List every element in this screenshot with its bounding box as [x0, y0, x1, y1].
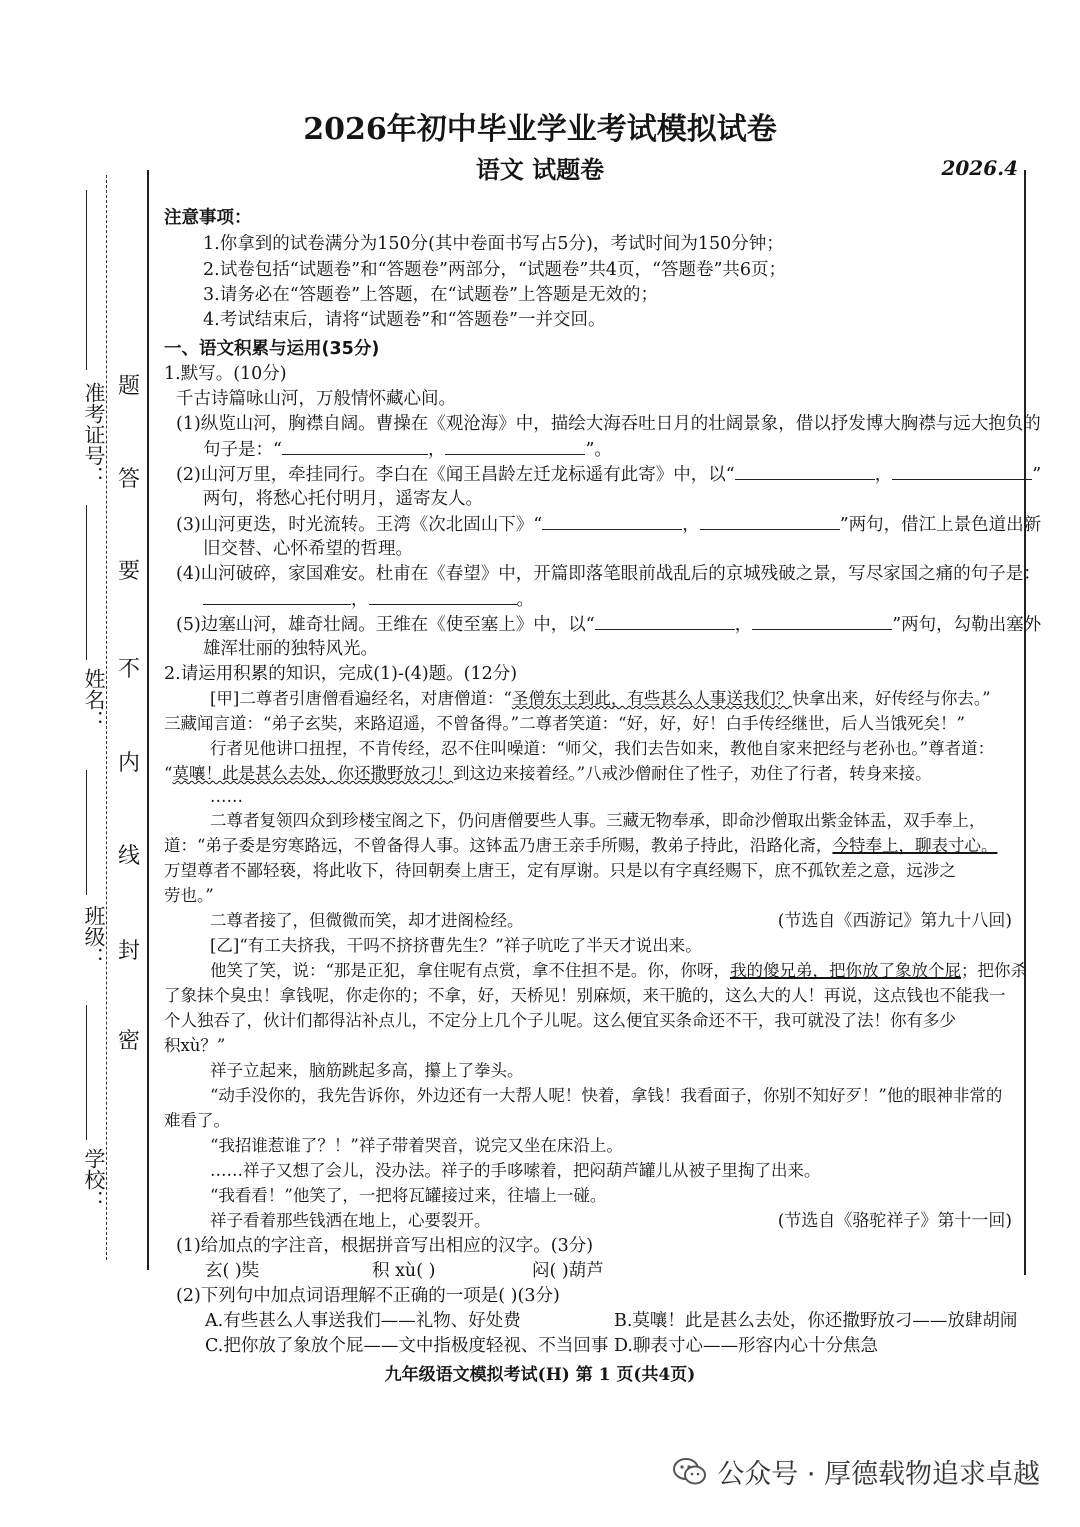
passage-ellipsis: ……: [210, 787, 243, 806]
watermark-text: 公众号 · 厚德载物追求卓越: [717, 1459, 1040, 1490]
notice-item: 4.考试结束后，请将“试题卷”和“答题卷”一并交回。: [203, 310, 606, 330]
text: ，: [351, 590, 369, 610]
notice-item: 2.试卷包括“试题卷”和“答题卷”两部分，“试题卷”共4页，“答题卷”共6页；: [203, 260, 787, 280]
seal-char: 答: [117, 467, 140, 492]
answer-blank[interactable]: [735, 461, 875, 480]
section-heading: 一、语文积累与运用(35分): [164, 339, 380, 359]
answer-blank[interactable]: [752, 611, 892, 630]
answer-blank[interactable]: [445, 436, 585, 455]
text: 到这边来接着经。”八戒沙僧耐住了性子，劝住了行者，转身来接。: [452, 764, 932, 783]
text: “: [164, 764, 173, 783]
answer-blank[interactable]: [595, 611, 735, 630]
passage-yi-line: 祥子看着那些钱洒在地上，心要裂开。: [210, 1211, 491, 1230]
text: ”两句，勾勒出塞外: [892, 615, 1042, 635]
pinyin-item[interactable]: 玄( )奘: [205, 1261, 260, 1281]
binding-line-inner: [147, 170, 149, 1270]
question-2-stem: 2.请运用积累的知识，完成(1)-(4)题。(12分): [164, 664, 518, 684]
text: 道：“弟子委是穷寒路远，不曾备得人事。这钵盂乃唐王亲手所赐，教弟子持此，沿路化斋，: [164, 836, 833, 855]
option-b[interactable]: B.莫嚷！此是甚么去处，你还撒野放刁——放肆胡闹: [614, 1311, 1018, 1331]
exam-date: 2026.4: [941, 156, 1018, 180]
question-1-intro: 千古诗篇咏山河，万般情怀藏心间。: [176, 389, 456, 409]
field-school-blank[interactable]: [86, 1005, 87, 1140]
notice-heading: 注意事项：: [164, 208, 252, 228]
option-d[interactable]: D.聊表寸心——形容内心十分焦急: [614, 1336, 878, 1356]
q1-part1-line1: (1)纵览山河，胸襟自阔。曹操在《观沧海》中，描绘大海吞吐日月的壮阔景象，借以抒发博大胸襟与远大抱负的: [176, 414, 1041, 434]
notice-item: 3.请务必在“答题卷”上答题，在“试题卷”上答题是无效的；: [203, 285, 658, 305]
wechat-icon: [673, 1457, 707, 1487]
q1-part4-line2: [203, 586, 534, 613]
option-a[interactable]: A.有些甚么人事送我们——礼物、好处费: [205, 1311, 521, 1331]
field-class-blank[interactable]: [86, 770, 87, 895]
field-exam-number-blank[interactable]: [86, 190, 87, 370]
underlined-phrase: 我的傻兄弟，把你放了象放个屁: [729, 961, 961, 980]
seal-char: 线: [117, 844, 140, 869]
answer-blank[interactable]: [282, 436, 428, 455]
seal-char: 题: [117, 374, 140, 399]
passage-yi-line: 个人独吞了，伙计们都得沾补点儿，不定分上几个子儿呢。这么便宜买条命还不干，我可就没了法！你有多少: [164, 1011, 956, 1030]
passage-yi-citation: (节选自《骆驼祥子》第十一回): [777, 1211, 1012, 1231]
page-right-border: [1024, 170, 1026, 1275]
notice-item: 1.你拿到的试卷满分为150分(其中卷面书写占5分)，考试时间为150分钟；: [203, 234, 784, 254]
text: ，: [682, 515, 700, 535]
text: ”: [1032, 465, 1042, 485]
text: ；把你杀: [960, 961, 1027, 980]
field-name-label: 姓名：: [82, 668, 106, 731]
answer-blank[interactable]: [700, 511, 840, 530]
text: (3)山河更迭，时光流转。王湾《次北固山下》“: [176, 515, 543, 535]
passage-yi-line: [乙]“有工夫挤我，干吗不挤挤曹先生？”祥子吭吃了半天才说出来。: [210, 936, 702, 955]
q1-part2-line2: 两句，将愁心托付明月，遥寄友人。: [203, 489, 483, 509]
text: 快拿出来，好传经与你去。”: [792, 689, 991, 708]
passage-jia-line: 劳也。”: [164, 886, 214, 905]
text: 句子是：“: [203, 440, 282, 460]
passage-yi-line: 积xù？”: [164, 1036, 226, 1055]
passage-jia-line: 万望尊者不鄙轻亵，将此收下，待回朝奏上唐王，定有厚谢。只是以有字真经赐下，庶不孤钦差之意，远涉之: [164, 861, 956, 880]
q2-sub2: (2)下列句中加点词语理解不正确的一项是( )(3分): [176, 1286, 560, 1306]
passage-yi-line: 了象抹个臭虫！拿钱呢，你走你的；不拿，好，天桥见！别麻烦，来干脆的，这么大的人！再说，这点钱也不能我一: [164, 986, 1006, 1005]
field-name-blank[interactable]: [86, 505, 87, 660]
seal-char: 内: [117, 751, 140, 776]
field-class-label: 班级：: [82, 905, 106, 968]
seal-char: 不: [117, 657, 140, 682]
exam-subtitle: 语文 试题卷: [475, 155, 605, 184]
answer-blank[interactable]: [203, 586, 351, 605]
binding-dashed-line: [106, 175, 107, 1260]
text: ，: [734, 615, 753, 635]
page-footer: 九年级语文模拟考试(H) 第 1 页(共4页): [384, 1365, 696, 1385]
text: ”两句，借江上景色道出新: [839, 515, 1042, 535]
passage-yi-line: “我看看！”他笑了，一把将瓦罐接过来，往墙上一碰。: [210, 1186, 607, 1205]
seal-char: 要: [117, 559, 140, 584]
text: ，: [874, 465, 893, 485]
q1-part1-line2: [203, 436, 612, 463]
seal-char: 封: [117, 939, 140, 964]
passage-yi-line: “我招谁惹谁了？！”祥子带着哭音，说完又坐在床沿上。: [210, 1136, 623, 1155]
watermark: [673, 1452, 1040, 1491]
text: (2)山河万里，牵挂同行。李白在《闻王昌龄左迁龙标遥有此寄》中，以“: [176, 465, 735, 485]
passage-jia-line: 行者见他讲口扭捏，不肯传经，忍不住叫噪道：“师父，我们去告如来，教他自家来把经与老孙也。”尊者道：: [210, 739, 995, 758]
passage-jia-line: [164, 833, 997, 859]
passage-yi-line: [210, 958, 1027, 984]
text: ，: [427, 440, 446, 460]
text: [甲]二尊者引唐僧看遍经名，对唐僧道：“: [210, 689, 512, 708]
passage-jia-line: [164, 761, 932, 787]
answer-blank[interactable]: [542, 511, 682, 530]
q1-part2-line1: [176, 461, 1041, 488]
passage-yi-line: 难看了。: [164, 1111, 230, 1130]
text: 。: [516, 590, 534, 610]
passage-yi-line: “动手没你的，我先告诉你，外边还有一大帮人呢！快着，拿钱！我看面子，你别不知好歹！”他的眼神非常的: [210, 1086, 1003, 1105]
field-school-label: 学校：: [82, 1148, 106, 1211]
passage-yi-line: 祥子立起来，脑筋跳起多高，攥上了拳头。: [210, 1061, 524, 1080]
passage-jia-citation: (节选自《西游记》第九十八回): [777, 911, 1012, 931]
q2-sub1: (1)给加点的字注音，根据拼音写出相应的汉字。(3分): [176, 1236, 594, 1256]
pinyin-item[interactable]: 积 xù( ): [372, 1261, 436, 1281]
seal-char: 密: [117, 1029, 140, 1054]
q1-part4-line1: (4)山河破碎，家国难安。杜甫在《春望》中，开篇即落笔眼前战乱后的京城残破之景，写尽家国之痛的句子是：: [176, 564, 1041, 584]
pinyin-item[interactable]: 闷( )葫芦: [532, 1261, 604, 1281]
option-c[interactable]: C.把你放了象放个屁——文中指极度轻视、不当回事: [205, 1336, 609, 1356]
text: (5)边塞山河，雄奇壮阔。王维在《使至塞上》中，以“: [176, 615, 595, 635]
underlined-phrase: 莫嚷！此是甚么去处，你还撒野放刁！: [172, 764, 453, 783]
q1-part5-line2: 雄浑壮丽的独特风光。: [203, 639, 378, 659]
text: ”。: [585, 440, 612, 460]
q1-part5-line1: [176, 611, 1041, 638]
q1-part3-line2: 旧交替、心怀希望的哲理。: [203, 539, 413, 559]
field-exam-number-label: 准考证号：: [82, 382, 106, 487]
passage-yi-line: ……祥子又想了会儿，没办法。祥子的手哆嗦着，把闷葫芦罐儿从被子里掏了出来。: [210, 1161, 821, 1180]
q1-part3-line1: [176, 511, 1041, 538]
passage-jia-line: [210, 686, 991, 712]
passage-jia-line: 二尊者复领四众到珍楼宝阁之下，仍问唐僧要些人事。三藏无物奉承，即命沙僧取出紫金钵盂，双手奉上，: [210, 811, 986, 830]
underlined-phrase: 今特奉上，聊表寸心。: [832, 836, 998, 855]
text: 他笑了笑，说：“那是正犯，拿住呢有点赏，拿不住担不是。你，你呀，: [210, 961, 730, 980]
passage-jia-line: 三藏闻言道：“弟子玄奘，来路迢遥，不曾备得。”二尊者笑道：“好，好，好！白手传经继世，后人当饿死矣！”: [164, 714, 965, 733]
passage-jia-line: 二尊者接了，但微微而笑，却才进阁检经。: [210, 911, 524, 930]
answer-blank[interactable]: [369, 586, 517, 605]
question-1-stem: 1.默写。(10分): [164, 364, 287, 384]
underlined-phrase: 圣僧东土到此，有些甚么人事送我们？: [511, 689, 793, 708]
exam-title: 2026年初中毕业学业考试模拟试卷: [303, 112, 777, 147]
answer-blank[interactable]: [892, 461, 1032, 480]
